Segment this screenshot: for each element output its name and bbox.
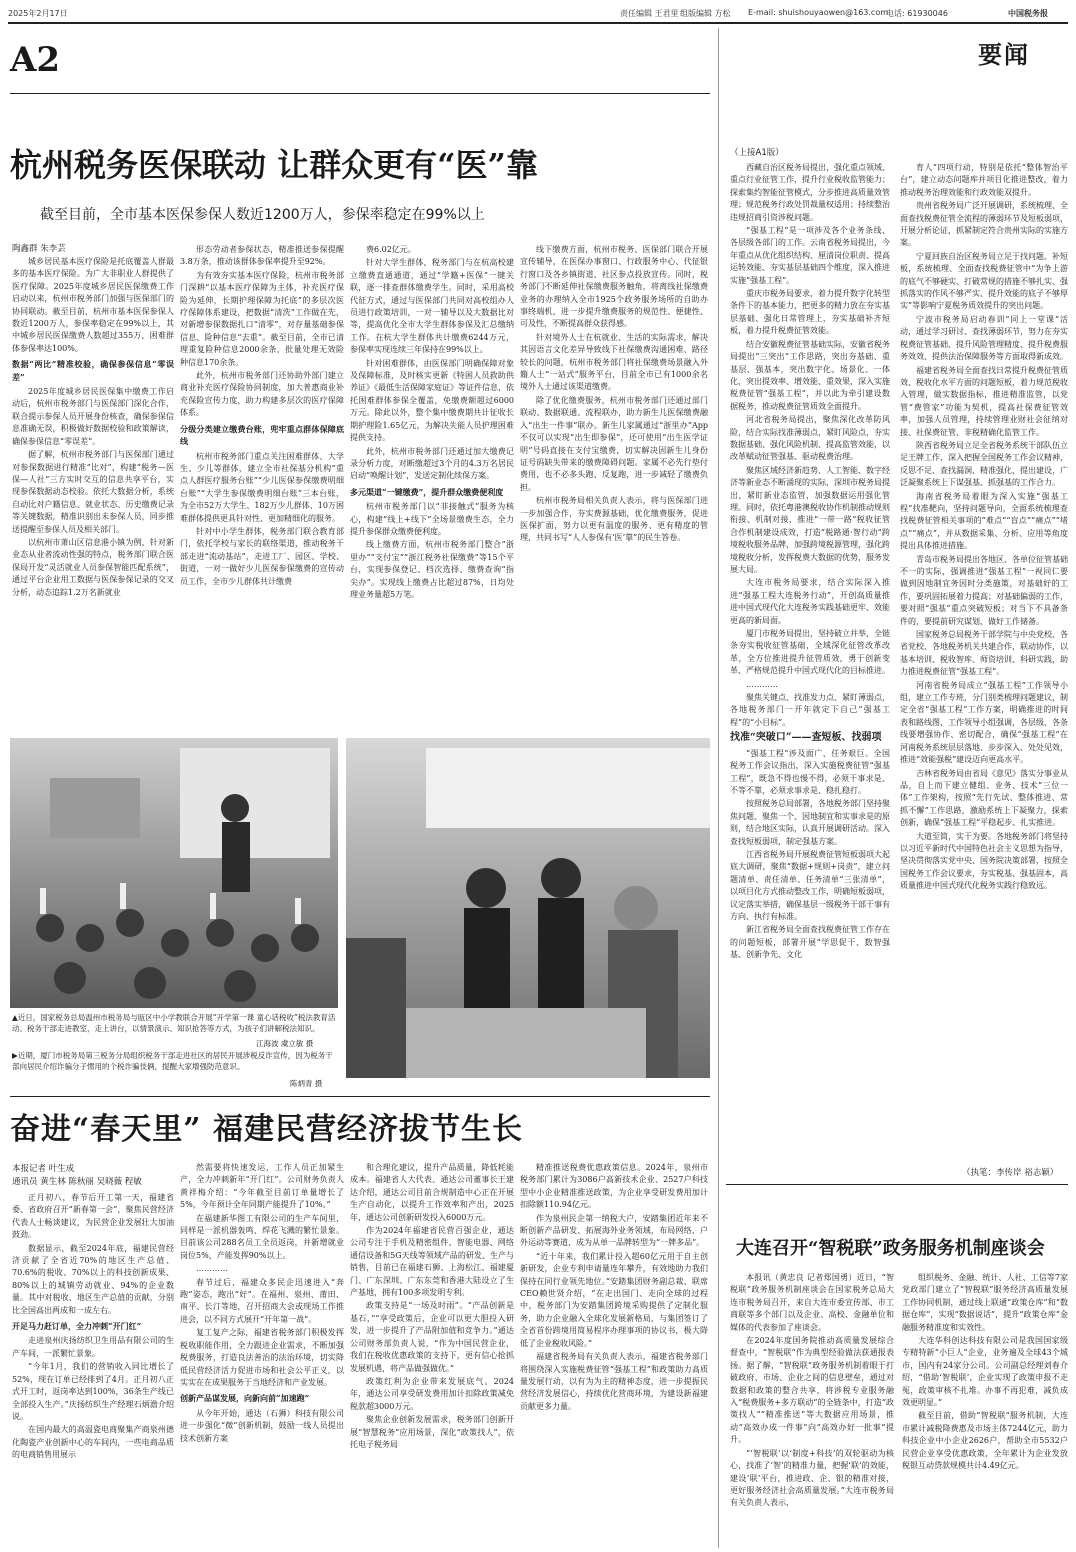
paragraph: 在福建新华图工有限公司的生产车间里，同样是一派机器轰鸣、焊花飞溅的繁忙景象。目前该公司288名员工全员返岗，并新增就业岗位5%，产能发挥90%以上。	[180, 1213, 344, 1260]
paragraph: 陕西省税务局立足全省税务系统干部队伍立足王牌工作，深入把握全国税务工作会议精神，反思不足、查找漏洞、精准强化，提出建设，广泛凝聚系统上下谋强基、抓强基的工作合力。	[900, 440, 1068, 488]
story2-top-rule	[10, 1096, 710, 1097]
column-divider	[718, 28, 719, 1548]
photo-tax-lesson-image	[10, 738, 338, 1008]
story1-byline: 陶鑫群 朱李芸	[12, 244, 66, 254]
paragraph: 杭州市税务局相关负责人表示，将与医保部门进一步加强合作，夯实费源基础，优化缴费服务，促进医保扩面，努力以更有温度的服务、更有精度的管理，共同书写“人人参保有‘医’靠”的民生答卷。	[520, 496, 708, 543]
subheading: 数据“两比”精准校验，确保参保信息“零误差”	[12, 359, 174, 382]
subheading: 分级分类建立缴费台账，兜牢重点群体保障底线	[180, 423, 344, 447]
editorial-email: E-mail: shuishouyaowen@163.com	[748, 8, 889, 17]
paragraph: 为有效夯实基本医疗保险，杭州市税务部门深耕“以基本医疗保障为主体，补充医疗保险为延伸，长期护理保障为托底”的多层次医疗保障体系建设，把数据“清洗”工作做在先，对新增参保数据扎口“清零”，对存量基础参保信息、险种信息“去重”。截至目前，全市已清理重复险种信息2000余条，批量处理无效险种信息170余条。	[180, 270, 344, 367]
paragraph: 杭州市税务部门以“非接触式”服务为核心，构建“线上+线下”全场景缴费生态，全力提升参保群众缴费便利度。	[350, 502, 514, 536]
paragraph: 宁波市税务局启动春训“同上一堂课”活动，通过学习研讨、查找薄弱环节，努力在夯实税费征管基础、提升风险管理精度、提升税费服务效效、提供法治保障服务等方面取得新成效。	[900, 314, 1068, 362]
paragraph: 2025年度城乡居民医保集中缴费工作启动后，杭州市税务部门与医保部门深化合作，联合提示参保人员开展身份核查，确保参保信息准确无误，积极做好数据校验和政策解读，确保参保信息“零误差”。	[12, 387, 174, 446]
paragraph: 大连华科创达科技有限公司是我国国家级专精特新“小巨人”企业，业务遍及全球43个城市，国内有24家分公司。公司副总经理刘春介绍，“借助‘智税联’，企业实现了政策申报不走冤，政策审核不扎堆。办事不再犯难，减负成效更明显。”	[902, 1336, 1068, 1408]
story2-byline-correspondents: 通讯员 黄生林 陈秋丽 吴晓薇 程敏	[12, 1177, 142, 1187]
responsible-editor: 责任编辑 王君里	[620, 9, 679, 18]
paragraph: 作为泉州民企第一纳税大户，安踏集团近年来不断创新产品研发、拓展海外业务领域，布局网络、户外运动等赛道，成为从单一品牌转型为“一牌多品”。	[520, 1213, 708, 1248]
paragraph: 线下缴费方面，杭州市税务、医保部门联合开展宣传辅导，在医保办事窗口、行政服务中心、代征银行窗口及各乡镇街道、社区参点投放宣传。同时，税务部门不断延伸社保缴费服务触角，将离线社保缴费业务的办理纳入全市1925个政务服务场所的自助办事终端机，进一步提升缴费服务的规范性、便捷性、可及性，不断提高群众获得感。	[520, 245, 708, 329]
story2-col1	[12, 1192, 174, 1544]
paragraph: 针对中小学生群体，税务部门联合教育部门，依托学校与家长的联络渠道，推动税务干部走进“流动基站”，走进工厂、园区、学校、街道，一对一做好少儿医保参保缴费的宣传动员工作，全市少儿群体共计缴费	[180, 526, 344, 586]
masthead-rule	[8, 22, 1068, 24]
paragraph: 数据显示，截至2024年底，福建民营经济贡献了全省近70%的地区生产总值、70.6%的税收、70%以上的科技创新成果、80%以上的城镇劳动就业、94%的企业数量。其中对税收、地区生产总值的贡献，分别比全国高出两成和一成左右。	[12, 1243, 174, 1315]
section-name: 要闻	[978, 40, 1030, 69]
subheading: 找准“突破口”——查短板、找弱项	[730, 732, 882, 744]
paragraph: 在2024年度国务院推动高质量发展综合督查中，“智税联”作为典型经验做法获通报表扬。据了解，“智税联”政务服务机制着眼于打破政府、市场、企业之间的信息壁垒，通过对数据和政策的整合共享，将涉税专业服务融入“税费服务+多方联动”的全链条中，打造“政策找人”“精准推送”等大数据应用场景，推动“高效办成一件事”向“高效办好一批事”提升。	[730, 1336, 894, 1445]
paper-name: 中国税务报	[1008, 9, 1048, 18]
paragraph: 针对困难群体，由医保部门明确保障对象及保障标准，及时核实更新《特困人员救助供养证》《最低生活保障家庭证》等证件信息，依托困难群体参保全覆盖，免缴费额超过6000万元。除此以外，整个集中缴费期共计征收长期护理险1.65亿元，为解决失能人员护理困难提供支持。	[350, 358, 514, 443]
paragraph: 河南省税务局成立“强基工程”工作领导小组，建立工作专班，分门别类梳理问题建议，制定全省“强基工程”工作方案，明确推进的时间表和路线图，工作领导小组强调，各层级、各条线要增强协作、密切配合，确保“强基工程”在河南税务系统层层落地、步步深入、处处见效，推进“效能强税”建设迈向更高水平。	[900, 680, 1068, 765]
story2-headline: 奋进“春天里” 福建民营经济拔节生长	[10, 1112, 523, 1147]
header-rule	[10, 93, 710, 94]
paragraph: 育人”四项行动，特别是依托“整体智治平台”，建立动态问题库并项目化推进整改，着力推动税务治理效能和行政效能双提升。	[900, 163, 1068, 197]
paragraph: 作为2024年福建省民营百强企业，通达公司专注于手机及精密组件、智能电器、网络通信设备和5G天线等领域产品的研发、生产与销售，目前已在福建石狮、上海松江、福建厦门、广东深圳、广东东莞和香港大陆设立了生产基地，拥有100多项发明专利。	[350, 1226, 514, 1298]
paragraph: 费6.02亿元。	[366, 245, 416, 254]
story1-headline: 杭州税务医保联动 让群众更有“医”靠	[10, 146, 538, 184]
story3-col1	[730, 1272, 894, 1544]
paragraph: 走进泉州庆扬纺织卫生用品有限公司的生产车间，一派繁忙景象。	[12, 1336, 174, 1358]
paragraph: 复工复产之际，福建省税务部门积极发挥税收职能作用，全力跟进企业需求，不断加强税费服务，打造良法善治的法治环境，切实降低民营经济活力促进市场和社会公平正义，以实实在在成果服务于当地经济和产业发展。	[180, 1328, 344, 1387]
continued-marker: （上接A1版）	[730, 148, 784, 158]
paragraph: 针对境外人士在杭就业、生活的实际需求，解决其因语言文化差异导致线下社保缴费沟通困难、路径较长的问题，杭州市税务部门将社保缴费场景融入外籍人士“一站式”服务平台，目前全市已有1000余名境外人士通过该渠道缴费。	[520, 332, 708, 392]
story1-subhead: 截至目前，全市基本医保参保人数近1200万人，参保率稳定在99%以上	[40, 207, 485, 223]
photo1-credit: 江海波 虞立敏 摄	[256, 1039, 314, 1048]
paragraph: 从今年开始，通达（石狮）科技有限公司进一步强化“微”创新机制，鼓励一线人员提出技术创新方案	[180, 1408, 344, 1443]
paragraph: 以杭州市萧山区信息港小镇为例，针对新业态从业者流动性强的特点，税务部门联合医保局开发“灵活就业人员参保智能匹配系统”，通过平台企业用工数据与医保参保记录的交叉分析，动态追踪1.2万名新就业	[12, 537, 174, 597]
story1-col2	[180, 244, 344, 726]
masthead-strip	[8, 6, 1066, 20]
photo2-credit: 陈炳青 摄	[290, 1079, 323, 1088]
paragraph: 大道至简，实干为要。各地税务部门将坚持以习近平新时代中国特色社会主义思想为指导，坚决贯彻落实党中央、国务院决策部署，按照全国税务工作会议要求，夯实税基、强基固本，高质量推进中国式现代化税务实践行稳致远。	[900, 831, 1068, 891]
paragraph: 政策红利为企业带来发展底气。2024年，通达公司享受研发费用加计扣除政策减免税款超3000万元。	[350, 1376, 514, 1411]
story3-col2	[902, 1272, 1068, 1544]
continued-authors: （执笔：李传岸 裕志颖）	[962, 1168, 1059, 1178]
story3-top-rule	[726, 1184, 1068, 1185]
paragraph: 福建省税务局全面查找日常提升税费征管质效、税收化水平方面的问题短板，着力规范税收入管理，做实数据指标，推进精准监管，以党管“费管家”功能为契机，提高社保费征管效率，加强人员管理，持续管理业财社会征纳对接、社保费征管、非税精确化监管工作。	[900, 365, 1068, 437]
paragraph: 正月初八，春节后开工第一天，福建省委、省政府召开“新春第一会”，聚焦民营经济代表人士畅谈建议，为民营企业发展壮大加油鼓劲。	[12, 1193, 174, 1240]
story1-col3	[350, 244, 514, 726]
paragraph: 截至目前，借助“智税联”服务机制，大连市累计减税降费惠及市场主体7244亿元，助力科技企业中小企业2626户，帮助全市5532户民营企业享受优惠政策，全年累计为企业发放税银互动贷款规模共计4.49亿元。	[902, 1411, 1068, 1471]
paragraph: 河北省税务局提出，聚焦深化改革防风险，结合实际找准薄弱点，紧盯风险点，夯实数据基础、强化风险机制、提高监管效能，以改革赋动征管强基、驱动税费治理。	[730, 415, 890, 462]
story2-byline: 本报记者 叶生成	[12, 1164, 75, 1174]
paragraph: 春节过后，福建众多民企迅速进入“奔跑”姿态，跑出“好”。在福州、泉州、莆田、南平、长汀等地，召开招商大会或现场工作推进会，以不同方式展开“开年第一战”。	[180, 1277, 344, 1324]
story3-headline: 大连召开“智税联”政务服务机制座谈会	[736, 1238, 1045, 1259]
continued-colA	[730, 162, 890, 1182]
paragraph: “今年1月，我们的营销收入同比增长了52%，现在订单已经排到了4月。正月初八正式开工时，返岗率达到100%，36条生产线已全部投入生产。”庆扬纺织生产经理石炳澹介绍说。	[12, 1362, 174, 1421]
paragraph: “强基工程”涉及面广、任务艰巨。全国税务工作会议指出，深入实施税费征管“强基工程”，既急不得也慢不得，必须干事求是、不等不靠，必须求事求是、稳扎稳打。	[730, 748, 890, 795]
subheading: 开足马力赶订单，全力冲刺“开门红”	[12, 1321, 142, 1332]
paragraph: 江西省税务局开展税费征管短板弱项大起底大调研，聚焦“数据+规则+岗责”，建立问题清单、责任清单、任务清单“三张清单”，以项目化方式推动整改工作，明确短板弱项，议定落实举措，确保基层一级税务干部干事有方向、执行有标准。	[730, 849, 890, 921]
paragraph: 本报讯（黄忠良 记者郑国勇）近日，“智税联”政务服务机制座谈会在国家税务总局大连市税务局召开，来自大连市委宣传部、市工商联等多个部门以及企业、高校、金融单位和媒体的代表参加了座谈会。	[730, 1273, 894, 1332]
paragraph: 聚焦区域经济新趋势、人工智能、数字经济等新业态不断涌现的实际，深圳市税务局提出，紧盯新业态监管，加强数据运用强化管理。同时，依托粤港澳税收协作机制推动规则衔接、机制对接，推进“一带一路”税收征管合作机制建设成效，打造“税路通·智行动”跨境税收服务品牌，加强跨境税源管理，强化跨境税收分析，发挥税费大数据的优势，服务发展大局。	[730, 465, 890, 574]
paragraph: 然需要将快速发运，工作人员正加紧生产，全力冲刺新年“开门红”。公司财务负责人黄祥梅介绍：“今年截至目前订单量增长了5%，今年预计全年同期产能提升了10%。”	[180, 1163, 344, 1210]
story2-col4	[520, 1162, 708, 1544]
paragraph: 杭州市税务部门重点关注困难群体、大学生、少儿等群体，建立全市社保基分机构“重点人群医疗服务台账”“少儿医保参保缴费明细台账”“大学生参保缴费明细台账”三本台账，为全市52万大学生、182万少儿群体、10万困难群体提供更具针对性、更加精细化的服务。	[180, 451, 344, 523]
paragraph: 宁夏回族自治区税务局立足于找问题、补短板，系统梳理、全面查找税费征管中“为争上游的底气不够硬实、打破常规的措施不够扎实、强抓落实的作风不够严实、提升效能的底子不够厚实”等影响宁夏税务质效提升的突出问题。	[900, 251, 1068, 311]
story1-col4	[520, 244, 708, 726]
paragraph: …………	[196, 1264, 228, 1274]
paragraph: 聚焦关键点、找准发力点、紧盯薄弱点，各地税务部门一开年就定下自己“强基工程”的“小目标”。	[730, 693, 890, 727]
issue-date: 2025年2月17日	[8, 9, 68, 18]
paragraph: 西藏自治区税务局提出，强化重点领域、重点行业征管工作，提升行业税收监管能力；探索集约智能征管模式，分步推进高质量效管理；规范税务行政处罚裁量权适用；持续整治违规招商引资涉税问题。	[730, 163, 890, 222]
paragraph: 据了解，杭州市税务部门与医保部门通过对参保数据进行精准“比对”，构建“税务—医保—人社”三方实时交互的信息共享平台，实现参保数据动态校验。依托大数据分析，系统自动比对户籍信息、就业状态、历史缴费记录等关键数据，精准识别出未参保人员，同步推送提醒至参保人员及相关部门。	[12, 450, 174, 534]
story1-col1	[12, 256, 174, 726]
photo2-caption: ▶近期，厦门市税务局第三税务分局组织税务干部走进社区的居民开展涉税反诈宣传，因为税务干部向居民介绍诈骗分子惯用的个税诈骗伎俩，提醒大家增强防范意识。	[12, 1051, 333, 1071]
paragraph: 厦门市税务局提出，坚持破立并举，全链条夯实税收征管基础，全域深化征管改革改革，全方位推进提升征管质效，勇于创新变革、严格规范提升中国式现代化的目标推进。	[730, 629, 890, 676]
paragraph: 结合安徽税费征管基础实际，安徽省税务局提出“三突出”工作思路，突出夯基础、重基层、强基本，突出数字化、场景化、一体化，突出提效率、增效能、重效果，深入实施税费征管“强基工程”，并以此为牵引建设数据税务，推动税费征管质效全面提升。	[730, 339, 890, 411]
paragraph: 按照税务总局部署，各地税务部门坚持聚焦问题、聚焦一个、因地制宜和实事求是的原则，结合地区实际，认真开展调研活动。深入查找短板弱项，制定强基方案。	[730, 799, 890, 846]
paragraph: 福建省税务局有关负责人表示，福建省税务部门将围绕深入实施税费征管“强基工程”和政策助力高质量发展行动，以有为为主的精神态度，进一步提振民营经济发展信心，持续优化营商环境，为建设新福建贡献更多力量。	[520, 1352, 708, 1411]
story2-col2	[180, 1162, 344, 1544]
layout-editor: 组版编辑 方松	[680, 9, 731, 18]
subheading: 创新产品谋发展，向新向前“加速跑”	[180, 1393, 310, 1404]
paragraph: 针对大学生群体，税务部门与在杭高校建立缴费直通通道，通过“学籍+医保”一键关联，逐一排查群体缴费学生。同时，采用高校代征方式，通过与医保部门共同对高校组办人员进行政策培训，一对一辅导以及大数据比对等，提高优化全市大学生群体参保及汇总缴纳工作。在杭大学生群体共计缴费6244万元，参保率实现连续三年保持在99%以上。	[350, 258, 514, 355]
paragraph: 青岛市税务局提出各地区、各单位征管基础不一的实际，强调推进“强基工程”一视同仁要做到因地制宜务因时分类施策，对基础好的工作，要巩固拓展着力提高；对基础偏弱的工作，要对照“强基”重点突破短板；对当下不具备条件的，要提前研究谋划、做好工作储备。	[900, 554, 1068, 626]
paragraph: 和合理化建议，提升产品质量，降低耗能成本。福建省人大代表、通达公司董事长王建达介绍，通达公司目前合规制造中心正在开展生产自动化，以提升工作效率和产出，2025年，通达公司创新研发投入6000万元。	[350, 1163, 514, 1222]
paragraph: 聚焦企业创新发展需求，税务部门创新开展“智慧税务”应用场景，深化“政策找人”，依托电子税务局	[350, 1415, 514, 1449]
continued-colB	[900, 162, 1068, 1162]
paragraph: 国家税务总局税务干部学院与中央党校、各省党校、各地税务机关共建合作，联动协作，以基本培训、税收智库、师资培训、科研实践，助力推进税费征管“强基工程”。	[900, 630, 1068, 677]
paragraph: “‘智税联’以‘制度+科技’的双轮驱动为核心，找准了‘智’的精准力量，把握‘联’的效能，建设‘联’平台，推进政、企、银的精准对接，更好服务经济社会高质量发展。”大连市税务局有关负责人表示，	[730, 1448, 894, 1508]
paragraph: 重庆市税务局要求，着力提升数字化转型条件下的基本能力，把更多的精力放在夯实基层基础、强化日常管理上，夯实基础补齐短板，着力提升税费征管效能。	[730, 289, 890, 336]
subheading: 多元渠道“一键缴费”，提升群众缴费便利度	[350, 486, 504, 497]
editorial-phone: 电话: 61930046	[886, 9, 948, 18]
paragraph: 除了优化缴费服务，杭州市税务部门还通过部门联动、数据联通、流程联办，助力新生儿医保缴费融入“出生一件事”联办。新生儿家属通过“浙里办”App不仅可以实现“出生即参保”，还可使用“出生医学证明”号码直接在支付宝缴费，切实解决因新生儿身份证号码缺失带来的缴费障碍问题。家属不必先行垫付费用，也不必多头跑、反复跑，进一步减轻了缴费负担。	[520, 395, 708, 492]
paragraph: “近十年来，我们累计投入超60亿元用于自主创新研发，企业专利申请量连年攀升，有效地助力我们保持在同行业领先地位。”安踏集团财务副总裁、联席CEO赖世贤介绍，“在走出国门、走向全球的过程中，税务部门为安踏集团跨境采购提供了定制化服务，助力企业融入全球化发展新格局，与集团签订了全省首份跨境用简易程序办理事项的协议书，极大降低了企业税收风险。”	[520, 1251, 708, 1348]
paragraph: 城乡居民基本医疗保险是托底覆盖人群最多的基本医疗保险。为广大非职业人群提供了医疗保障。2025年度城乡居民医保缴费工作启动以来，杭州市税务部门加强与医保部门的协同联动。截至目前，杭州市基本医保参保人数近1200万人，参保率稳定在99%以上，其中城乡居民医保缴费人数超过355万，困难群体参保率达100%。	[12, 257, 174, 353]
photo1-caption: ▲近日，国家税务总局温州市税务局与瓯区中小学教联合开展“开学第一课 童心话税收”税法教育活动。税务干部走进教室，走上讲台，以情景演示、知识抢答等方式，为孩子们讲解税法知识。	[12, 1013, 336, 1033]
photo-anti-fraud	[346, 738, 710, 1078]
page-number: A2	[10, 40, 61, 80]
paragraph: 此外，杭州市税务部门还通过加大缴费记录分析力度，对断缴超过3个月的4.3万名居民启动“唤醒计划”，发送定制化续保方案。	[350, 446, 514, 481]
paragraph: 在国内最大的高温瓷电商聚集产商泉州德化陶瓷产业创新中心的车间内，一些电商品质的电商销售用展示	[12, 1425, 174, 1460]
paragraph: 政策支持是“一场及时雨”。“产品创新是基石，”“享受政策后，企业可以更大胆投入研发，进一步提升了产品附加值和竞争力。”通达公司财务部负责人说，“作为中国民营企业，我们在税收优惠政策的支持下，更有信心抢抓发展机遇，将产品做强做优。”	[350, 1301, 514, 1373]
paragraph: 精准推送税费优惠政策信息。2024年，泉州市税务部门累计为3086户高新技术企业、2527户科技型中小企业精准推送政策，为企业享受研发费用加计扣除额110.94亿元。	[520, 1163, 708, 1210]
photo-anti-fraud-image	[346, 738, 710, 1078]
paragraph: 线上缴费方面，杭州市税务部门整合“浙里办”“支付宝”“浙江税务社保缴费”等15个平台，实现参保登记、档次选择、缴费查询“指尖办”。实现线上缴费占比超过87%，日均处理业务量超5万笔。	[350, 540, 514, 599]
paragraph: 大连市税务局要求，结合实际深入推进“强基工程大连税务行动”，开创高质量推进中国式现代化大连税务实践基础更牢、效能更高的新局面。	[730, 578, 890, 625]
paragraph: 新江省税务局全面查找税费征管工作存在的问题短板，部署开展“学思促干、数智强基、创新争先、文化	[730, 925, 890, 960]
photo-tax-lesson	[10, 738, 338, 1008]
story2-col3	[350, 1162, 514, 1544]
paragraph: 贵州省税务局广泛开展调研，系统梳理、全面查找税费征管全流程的薄弱环节及短板弱项，开展分析论证，抓紧制定符合贵州实际的实施方案。	[900, 201, 1068, 248]
paragraph: “强基工程”是一项涉及各个业务条线、各层级各部门的工作。云南省税务局提出，今年重点从优化组织结构、厘清岗位职责、提高运转效能、夯实基层基础四个维度，深入推进实施“强基工程”。	[730, 226, 890, 285]
paragraph: 吉林省税务局由省局《意见》落实分事业从品，自上而下建立健组、业务、技术“三位一体”工作架构，按照“先行先试、整体推进、常抓不懈”工作思路，激励系统上下凝聚力，探索创新，确保“强基工程”平稳起步、扎实推进。	[900, 768, 1068, 828]
paragraph: …………	[746, 679, 778, 689]
paragraph: 海南省税务局着眼为深入实施“强基工程”找准靶向，坚持问题导向，全面系统梳理查找税费征管相关事项的“难点”“盲点”“痛点”“堵点”“痛点”，并从数据采集、分析、应用等角度提出具体推进措施。	[900, 491, 1068, 551]
paragraph: 此外，杭州市税务部门还协助外部门建立商业补充医疗保险协同制度，加大普惠商业补充保险宣传力度，助力构建多层次的医疗保障体系。	[180, 371, 344, 418]
paragraph: 形态劳动者参保状态，精准推送参保提醒3.8万条，推动该群体参保率提升至92%。	[180, 245, 344, 267]
paragraph: 组织税务、金融、统计、人社、工信等7家党政部门建立了“智税联”服务经济高质量发展工作协同机制，通过线上联通“政策仓库”和“数据仓库”，实现“数据说话”，提升“政策仓库”金融服务精准度和实效性。	[902, 1273, 1068, 1332]
